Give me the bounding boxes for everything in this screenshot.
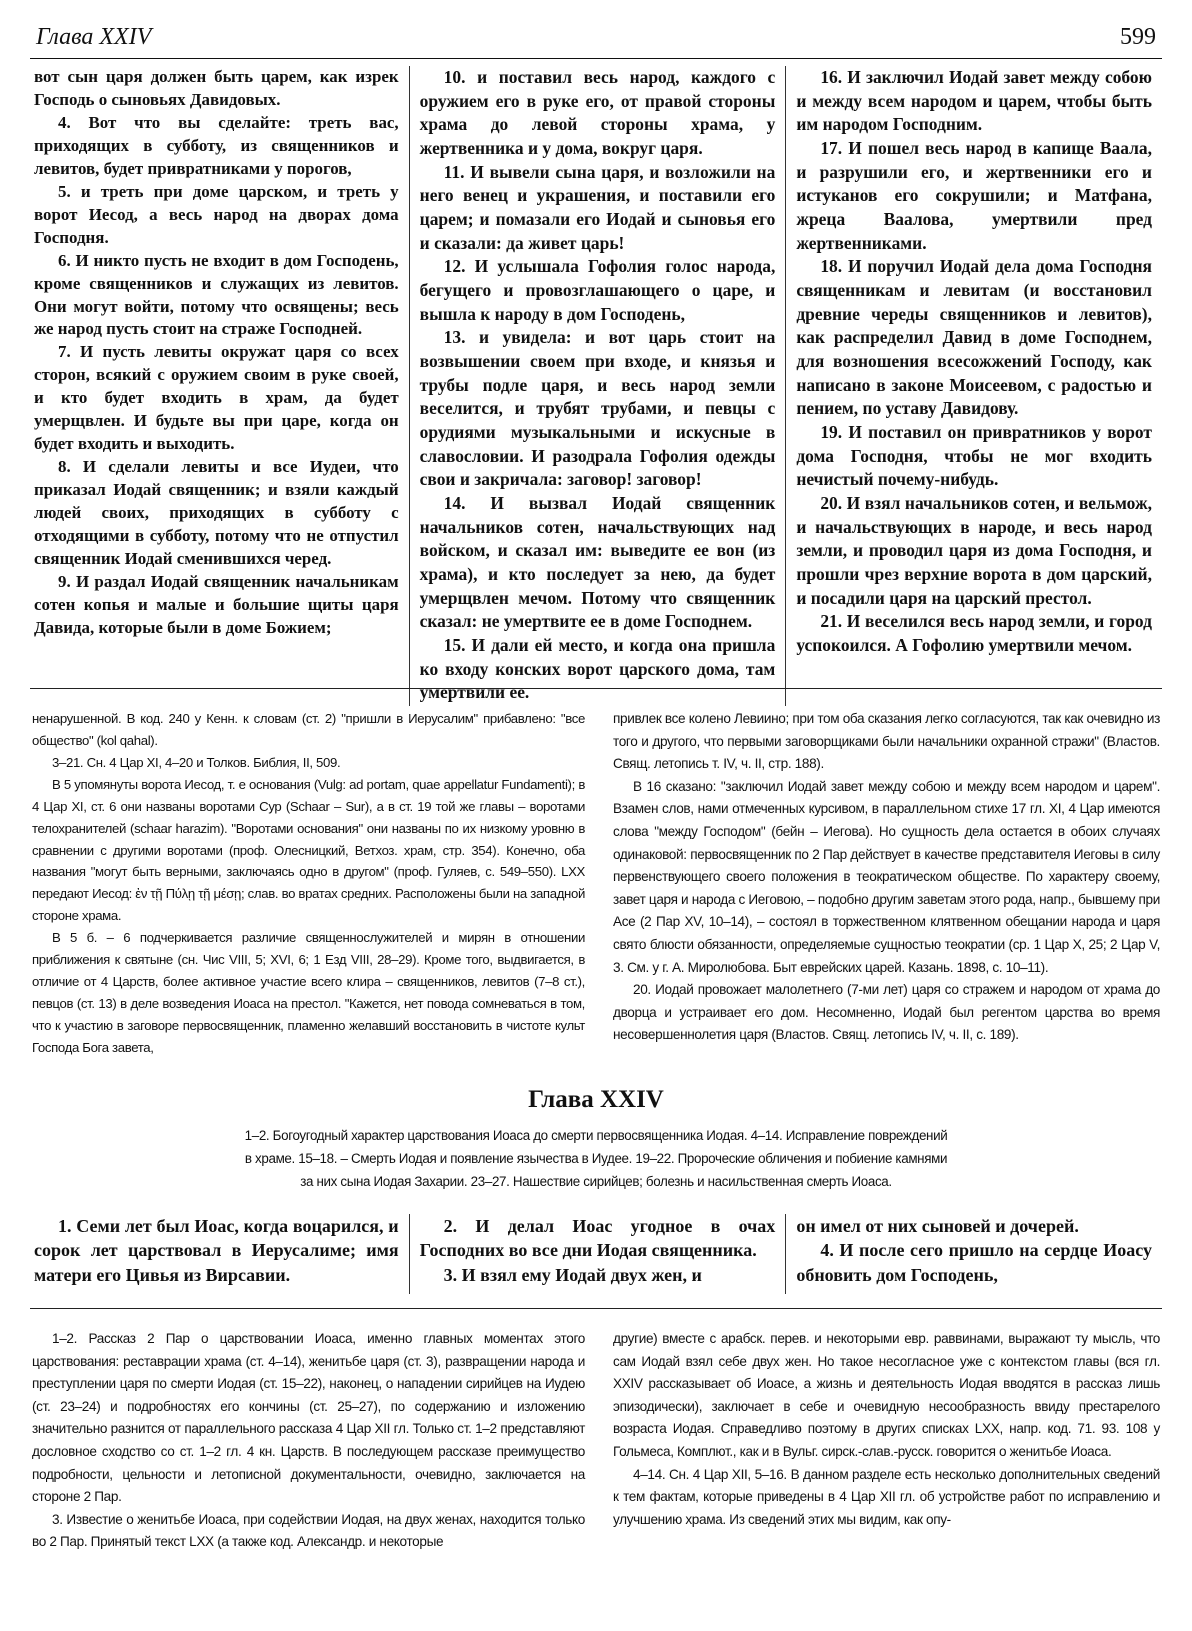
verse-paragraph: 1. Семи лет был Иоас, когда воцарился, и сорок лет царствовал в Иерусалиме; имя матери его Цивья из Вирсавии. [34, 1216, 399, 1285]
divider-rule [30, 688, 1162, 689]
verse-paragraph: 17. И пошел весь народ в капище Ваала, и разрушили его, и жертвенники его и истуканов его сокрушили; и Матфана, жреца Ваалова, умертвили пред жертвенниками. [796, 138, 1152, 253]
bible-text-column-1 [32, 66, 409, 706]
verse-paragraph: 20. И взял начальников сотен, и вельмож, и начальствующих в народе, и весь народ земли, и проводил царя из дома Господня, и прошли чрез верхние ворота в дом царский, и посадили царя на царский престол. [796, 493, 1152, 608]
verse-paragraph: 12. И услышала Гофолия голос народа, бегущего и провозглашающего о царе, и вышла к народу в дом Господень, [419, 256, 776, 324]
commentary-paragraph: 20. Иодай провожает малолетнего (7-ми лет) царя со стражем и народом от храма до дворца и устраивает его дом. Несомненно, Иодай был регентом царства во время несовершеннолетия царя (Властов. Свящ. летопись IV, ч. II, с. 189). [613, 982, 1160, 1043]
verse-paragraph: 21. И веселился весь народ земли, и город успокоился. А Гофолию умертвили мечом. [796, 611, 1152, 656]
bible-text-column-3 [785, 66, 1162, 706]
verse-paragraph: 19. И поставил он привратников у ворот дома Господня, чтобы не мог входить нечистый почему-нибудь. [796, 422, 1152, 490]
verse-paragraph: 5. и треть при доме царском, и треть у ворот Иесод, а весь народ на дворах дома Господня. [34, 181, 399, 247]
verse-paragraph: 8. И сделали левиты и все Иудеи, что приказал Иодай священник; и взяли каждый людей своих, приходящих в субботу с отходящими в субботу, потому что не отпустил священник Иодай сменившихся черед. [34, 457, 399, 569]
chapter-commentary-column-1 [32, 1328, 597, 1628]
verse-paragraph: 3. И взял ему Иодай двух жен, и [443, 1264, 702, 1285]
verse-paragraph: 6. И никто пусть не входит в дом Господень, кроме священников и служащих из левитов. Они могут войти, потому что освящены; весь же народ пусть стоит на страже Господней. [34, 250, 399, 339]
chapter-text-columns [32, 1214, 1162, 1294]
commentary-paragraph: 3. Известие о женитьбе Иоаса, при содействии Иодая, на двух женах, находится только во 2 Пар. Принятый текст LXX (а также код. Александр. и некоторые [32, 1511, 585, 1550]
verse-paragraph: 18. И поручил Иодай дела дома Господня священникам и левитам (и восстановил древние череды священников и левитов), как распределил Давид в доме Господнем, для возношения всесожжений Господу, как написано в законе Моисеевом, с радостью и пением, по уставу Давидову. [796, 256, 1152, 419]
verse-paragraph: 2. И делал Иоас угодное в очах Господних во все дни Иодая священника. [419, 1216, 776, 1261]
verse-paragraph: 9. И раздал Иодай священник начальникам сотен копья и малые и большие щиты царя Давида, которые были в доме Божием; [34, 571, 399, 637]
verse-paragraph: 10. и поставил весь народ, каждого с оружием его в руке его, от правой стороны храма до левой стороны храма, у жертвенника и у дома, вокруг царя. [419, 67, 776, 159]
verse-paragraph: 14. И вызвал Иодай священник начальников сотен, начальствующих над войском, и сказал им: выведите ее вон (из храма), и кто последует за нею, да будет умерщвлен мечом. Потому что священник сказал: не умертвите ее в доме Господнем. [419, 493, 776, 632]
verse-paragraph: он имел от них сыновей и дочерей. [796, 1216, 1079, 1236]
chapter-text-column-1 [32, 1214, 409, 1294]
verse-paragraph: 16. И заключил Иодай завет между собою и между всем народом и царем, чтобы быть им народом Господним. [796, 67, 1152, 135]
chapter-summary [160, 1124, 1032, 1193]
chapter-text-column-2 [409, 1214, 786, 1294]
commentary-paragraph: 1–2. Рассказ 2 Пар о царствовании Иоаса, именно главных моментах этого царствования: реставрации храма (ст. 4–14), женитьбе царя (ст. 3), развращении народа и преступлении царя по смерти Иодая (ст. 15–22), наконец, о нападении сирийцев на Иудею (ст. 23–24) и подробностях его кончины (ст. 25–27), по содержанию и изложению значительно разнится от параллельного рассказа 4 Цар XII гл. Только ст. 1–2 представляют дословное сходство со ст. 1–2 гл. 4 кн. Царств. В последующем рассказе преимущество подробности, цельности и летописной документальности, очевидно, заключается на стороне 2 Пар. [32, 1331, 585, 1505]
commentary-paragraph: В 5 б. – 6 подчеркивается различие священнослужителей и мирян в отношении приближения к святыне (сн. Чис VIII, 5; XVI, 6; 1 Езд VIII, 28–29). Кроме того, выдвигается, в отличие от 4 Царств, более активное участие всего клира – священников, левитов (7–8 ст.), певцов (ст. 13) в деле возведения Иоаса на престол. "Кажется, нет повода сомневаться в том, что к участию в заговоре первосвященник, пламенно желавший восстановить в чистоте культ Господа Бога завета, [32, 930, 585, 1055]
commentary-paragraph: 4–14. Сн. 4 Цар XII, 5–16. В данном разделе есть несколько дополнительных сведений к тем фактам, которые приведены в 4 Цар XII гл. об устройстве работ по исправлению и улучшению храма. Из сведений этих мы видим, как опу- [613, 1466, 1160, 1527]
commentary-paragraph: другие) вместе с арабск. перев. и некоторыми евр. раввинами, выражают ту мысль, что сам Иодай взял себе двух жен. Но такое несогласное уже с контекстом главы (вся гл. XXIV рассказывает об Иоасе, а жизнь и деятельность Иодая вводятся в рассказ лишь эпизодически), заключает в себе и очевидную несообразность ввиду престарелого возраста Иодая. Справедливо поэтому в других списках LXX, напр. код. 71. 93. 108 у Гольмеса, Комплют., как и в Вульг. сирск.-слав.-русск. говорится о женитьбе Иоаса. [613, 1331, 1160, 1459]
bible-text-columns [32, 66, 1162, 706]
chapter-summary-line: 1–2. Богоугодный характер царствования Иоаса до смерти первосвященника Иодая. 4–14. Исправление повреждений [244, 1128, 948, 1143]
commentary-paragraph: ненарушенной. В код. 240 у Кенн. к словам (ст. 2) "пришли в Иерусалим" прибавлено: "все общество" (kol qahal). [32, 711, 585, 748]
chapter-commentary-column-2 [597, 1328, 1162, 1628]
commentary-paragraph: В 5 упомянуты ворота Иесод, т. е основания (Vulg: ad portam, quae appellatur Fundamenti); в 4 Цар XI, ст. 6 они названы воротами Сур (Schaar – Sur), а в ст. 19 той же главы – воротами телохранителей (schaar harazim). "Воротами основания" они названы по их низкому уровню в сравнении с другими воротами (проф. Олесницкий, Ветхоз. храм, стр. 354). Конечно, оба названия "могут быть верными, заключаясь одно в другом" (проф. Гуляев, с. 549–550). LXX передают Иесод: ἐν τῇ Πύλῃ τῇ μέσῃ; слав. во вратах средних. Расположены были на западной стороне храма. [32, 776, 585, 924]
verse-paragraph: вот сын царя должен быть царем, как изрек Господь о сыновьях Давидовых. [34, 67, 399, 109]
commentary-paragraph: В 16 сказано: "заключил Иодай завет между собою и между всем народом и царем". Взамен слов, нами отмеченных курсивом, в параллельном стихе 17 гл. XI, 4 Цар имеются слова "между Господом" (бейн – Иегова). Но сущность дела остается в обоих случаях одинаковой: первосвященник по 2 Пар действует в качестве представителя Иеговы в силу первенствующего своего положения в теократическом обществе. По характеру своему, завет царя и народа с Иеговою, – подобно другим заветам этого рода, напр., бывшему при Асе (2 Пар XV, 10–14), – состоял в торжественном клятвенном обещании народа и царя свято блюсти обязанности, определяемые сущностью теократии (ср. 1 Цар X, 25; 2 Цар V, 3. См. у г. А. Миролюбова. Быт еврейских царей. Казань. 1898, с. 10–11). [613, 778, 1160, 975]
verse-paragraph: 15. И дали ей место, и когда она пришла ко входу конских ворот царского дома, там умертвили ее. [419, 635, 776, 703]
commentary-columns [32, 708, 1162, 1060]
verse-paragraph: 4. И после сего пришло на сердце Иоасу обновить дом Господень, [796, 1240, 1152, 1285]
page-number: 599 [1120, 24, 1156, 50]
commentary-paragraph: 3–21. Сн. 4 Цар XI, 4–20 и Толков. Библия, II, 509. [52, 754, 341, 770]
verse-paragraph: 7. И пусть левиты окружат царя со всех сторон, всякий с оружием своим в руке своей, и кто будет входить в храм, да будет умерщвлен. И будьте вы при царе, когда он будет входить и выходить. [34, 342, 399, 454]
commentary-column-1 [32, 708, 597, 1060]
bible-text-column-2 [409, 66, 786, 706]
chapter-commentary-columns [32, 1328, 1162, 1628]
chapter-summary-line: в храме. 15–18. – Смерть Иодая и появление язычества в Иудее. 19–22. Пророческие обличения и побиение камнями [244, 1151, 948, 1166]
verse-paragraph: 4. Вот что вы сделайте: треть вас, приходящих в субботу, из священников и левитов, будет привратниками у порогов, [34, 112, 399, 178]
chapter-title: Глава XXIV [528, 1086, 664, 1113]
divider-rule [30, 1308, 1162, 1309]
chapter-summary-line: за них сына Иодая Захарии. 23–27. Нашествие сирийцев; болезнь и насильственная смерть Иоаса. [300, 1174, 892, 1189]
verse-paragraph: 11. И вывели сына царя, и возложили на него венец и украшения, и поставили его царем; и помазали его Иодай и сыновья его и сказали: да живет царь! [419, 161, 776, 253]
commentary-column-2 [597, 708, 1162, 1060]
running-head: Глава XXIV [36, 24, 152, 50]
verse-paragraph: 13. и увидела: и вот царь стоит на возвышении своем при входе, и князья и трубы подле царя, и весь народ земли веселится, и трубят трубами, и певцы с орудиями музыкальными и искусные в славословии. И разодрала Гофолия одежды свои и закричала: заговор! заговор! [419, 327, 776, 490]
commentary-paragraph: привлек все колено Левиино; при том оба сказания легко согласуются, так как очевидно из того и другого, что первыми заговорщиками были начальники охранной стражи" (Властов. Свящ. летопись т. IV, ч. II, стр. 188). [613, 711, 1160, 772]
page-header [30, 22, 1162, 59]
chapter-text-column-3 [785, 1214, 1162, 1294]
